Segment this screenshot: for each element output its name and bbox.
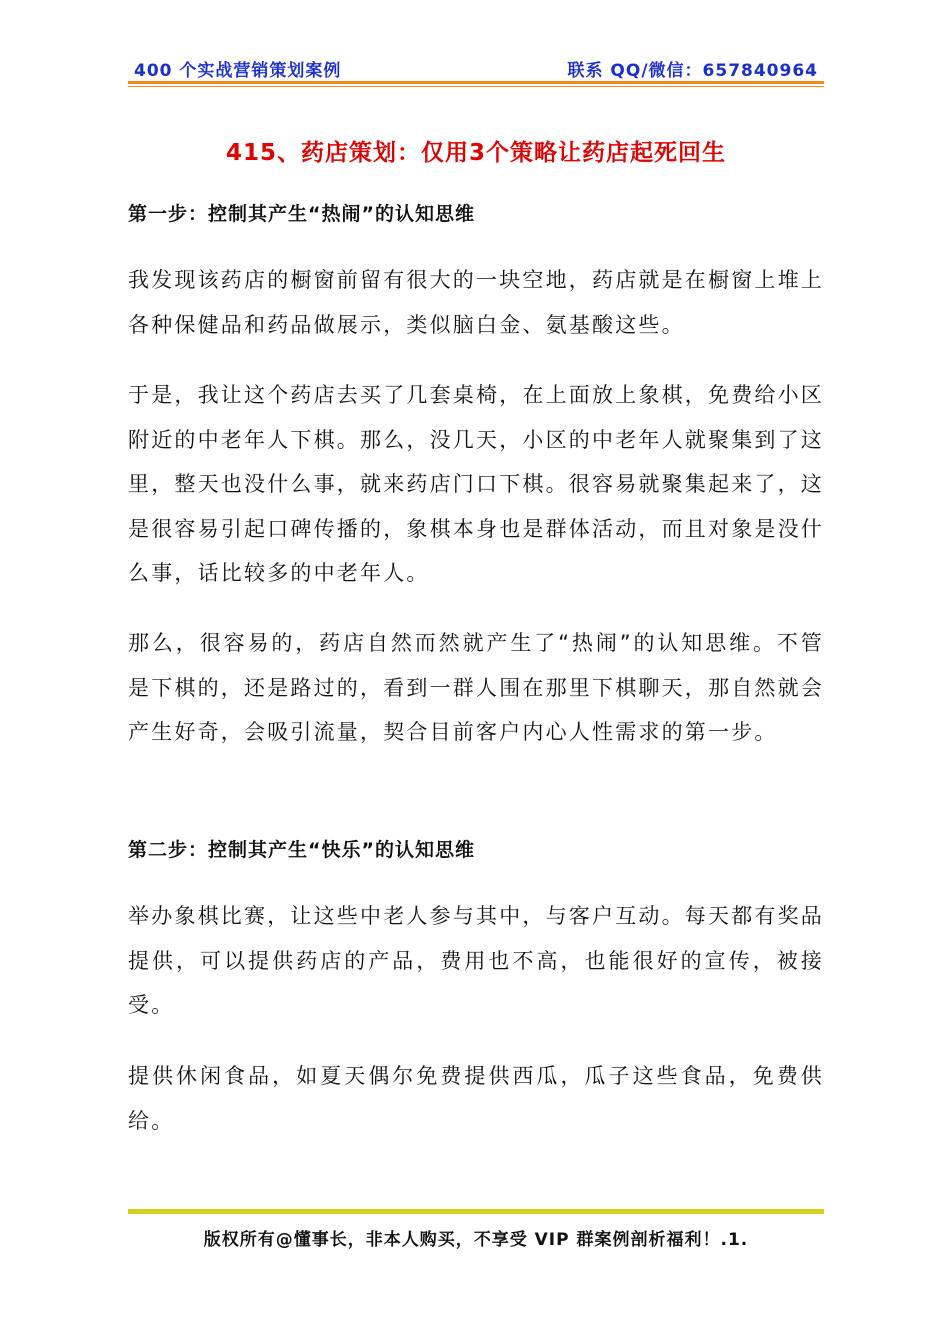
paragraph: 那么，很容易的，药店自然而然就产生了“热闹”的认知思维。不管是下棋的，还是路过的，看到一群人围在那里下棋聊天，那自然就会产生好奇，会吸引流量，契合目前客户内心人性需求的第一步。 [128, 631, 824, 744]
section-heading-step-2: 第二步：控制其产生“快乐”的认知思维 [128, 839, 475, 861]
header-contact: 联系 QQ/微信：657840964 [567, 61, 818, 81]
page-title: 415、药店策划：仅用3个策略让药店起死回生 [225, 140, 726, 166]
header-divider [128, 81, 824, 84]
footer-divider [128, 1209, 824, 1214]
paragraph: 我发现该药店的橱窗前留有很大的一块空地，药店就是在橱窗上堆上各种保健品和药品做展示，类似脑白金、氨基酸这些。 [128, 268, 824, 337]
paragraph: 于是，我让这个药店去买了几套桌椅，在上面放上象棋，免费给小区附近的中老年人下棋。那么，没几天，小区的中老年人就聚集到了这里，整天也没什么事，就来药店门口下棋。很容易就聚集起来了，这是很容易引起口碑传播的，象棋本身也是群体活动，而且对象是没什么事，话比较多的中老年人。 [128, 383, 824, 585]
paragraph: 提供休闲食品，如夏天偶尔免费提供西瓜，瓜子这些食品，免费供给。 [128, 1064, 824, 1133]
paragraph: 举办象棋比赛，让这些中老人参与其中，与客户互动。每天都有奖品提供，可以提供药店的产品，费用也不高，也能很好的宣传，被接受。 [128, 904, 824, 1017]
section-heading-step-1: 第一步：控制其产生“热闹”的认知思维 [128, 203, 475, 225]
header-divider-thin [128, 86, 824, 87]
header-series-title: 400 个实战营销策划案例 [134, 61, 342, 81]
footer-copyright: 版权所有@懂事长，非本人购买，不享受 VIP 群案例剖析福利！.1. [203, 1230, 749, 1250]
